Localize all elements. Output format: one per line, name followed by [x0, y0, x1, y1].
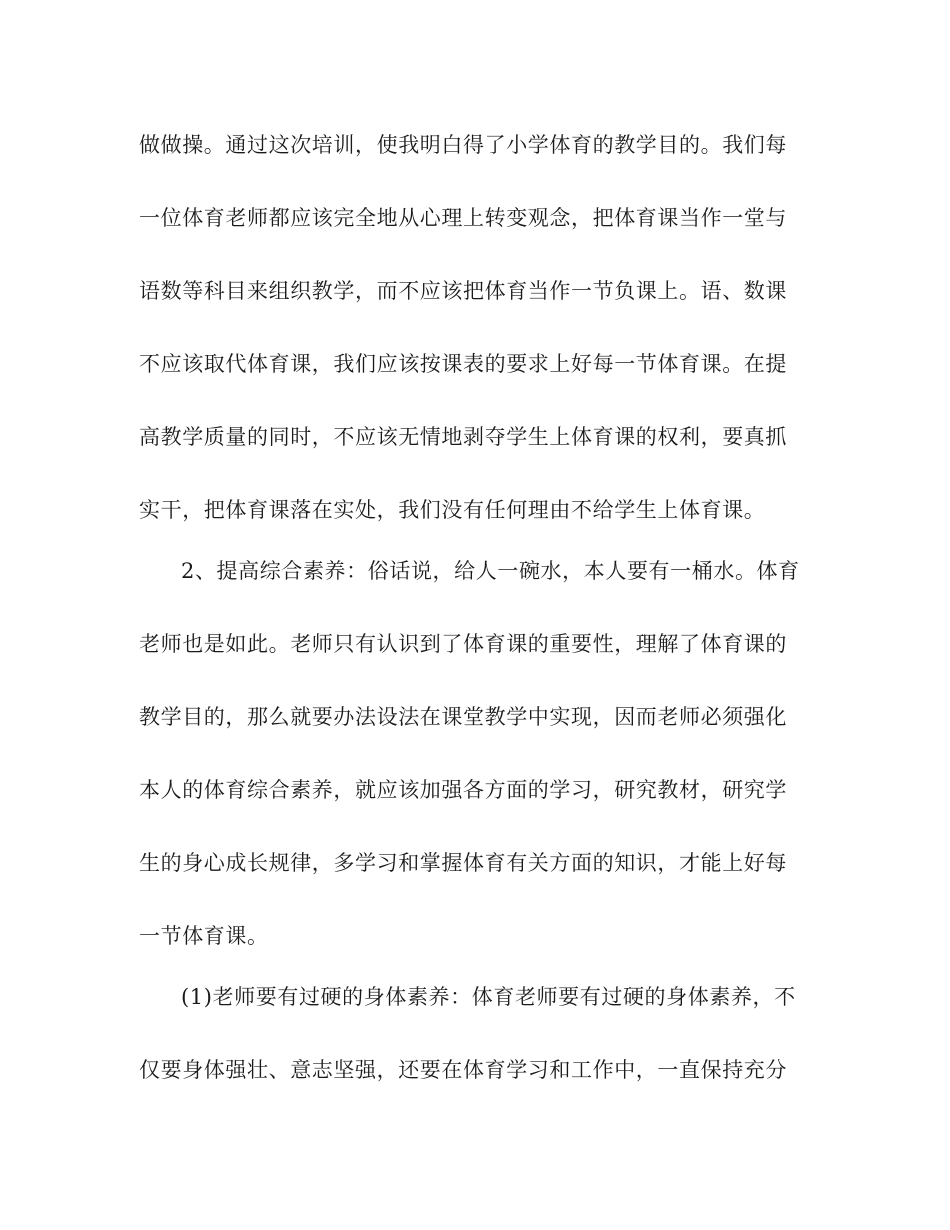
paragraph-start-line: (1)老师要有过硬的身体素养：体育老师要有过硬的身体素养，不	[181, 985, 796, 1009]
body-text-line: 仅要身体强壮、意志坚强，还要在体育学习和工作中，一直保持充分	[139, 1058, 787, 1082]
body-text-line: 一位体育老师都应该完全地从心理上转变观念，把体育课当作一堂与	[139, 206, 787, 230]
body-text-line: 做做操。通过这次培训，使我明白得了小学体育的教学目的。我们每	[139, 133, 787, 157]
body-text-line: 实干，把体育课落在实处，我们没有任何理由不给学生上体育课。	[139, 498, 766, 522]
body-text-line: 生的身心成长规律，多学习和掌握体育有关方面的知识，才能上好每	[139, 851, 787, 875]
body-text-line: 高教学质量的同时，不应该无情地剥夺学生上体育课的权利，要真抓	[139, 425, 787, 449]
body-text-line: 本人的体育综合素养，就应该加强各方面的学习，研究教材，研究学	[139, 778, 787, 802]
paragraph-start-line: 2、提高综合素养：俗话说，给人一碗水，本人要有一桶水。体育	[181, 559, 800, 583]
body-text-line: 一节体育课。	[139, 924, 269, 948]
body-text-line: 不应该取代体育课，我们应该按课表的要求上好每一节体育课。在提	[139, 352, 787, 376]
body-text-line: 老师也是如此。老师只有认识到了体育课的重要性，理解了体育课的	[139, 632, 787, 656]
body-text-line: 教学目的，那么就要办法设法在课堂教学中实现，因而老师必须强化	[139, 705, 787, 729]
body-text-line: 语数等科目来组织教学，而不应该把体育当作一节负课上。语、数课	[139, 279, 787, 303]
